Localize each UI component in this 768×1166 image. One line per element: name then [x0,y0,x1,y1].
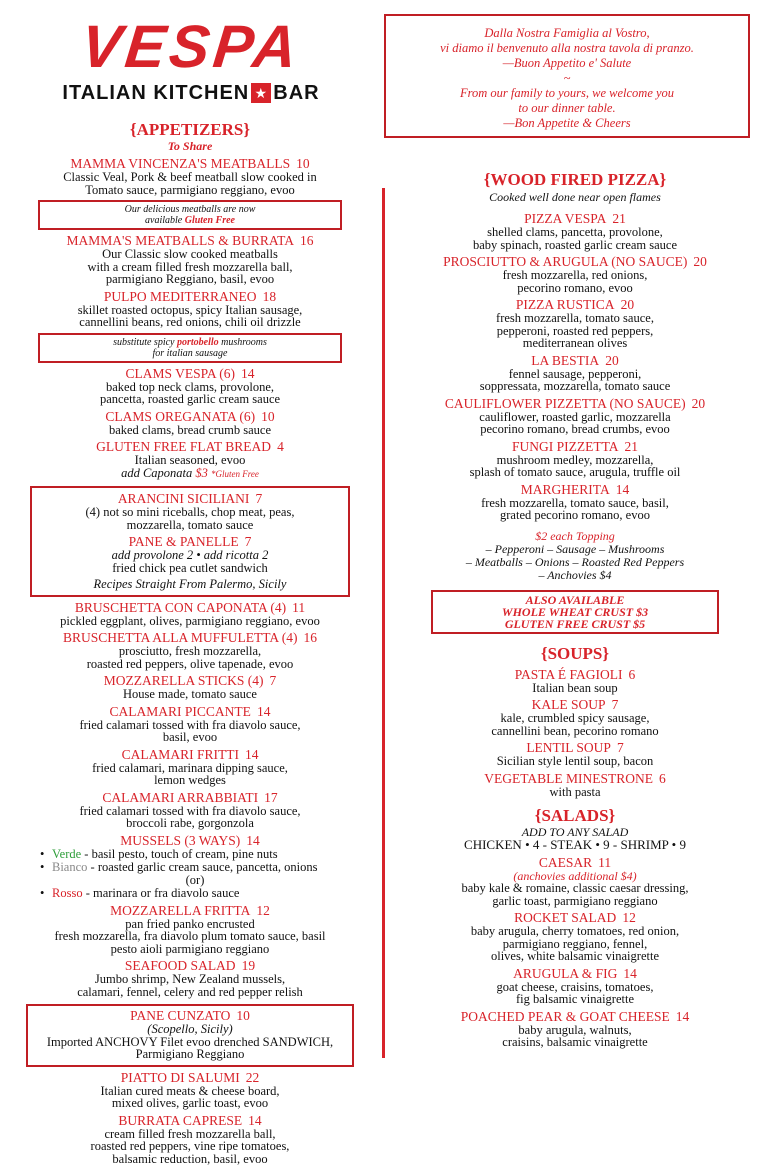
item-name: PIZZA RUSTICA [515,297,615,312]
item-desc: mozzarella, tomato sauce [126,517,254,532]
item-desc: calamari, fennel, celery and red pepper relish [77,984,303,999]
greeting-line: —Buon Appetito e' Salute [502,56,632,70]
item-desc: fig balsamic vinaigrette [515,992,634,1006]
item-desc: craisins, balsamic vinaigrette [502,1035,648,1049]
menu-item [405,741,745,768]
item-name: VEGETABLE MINESTRONE [484,770,654,786]
item-desc: (4) not so mini riceballs, chop meat, peas, [85,505,295,519]
item-desc: pecorino romano, evoo [517,280,633,295]
item-desc: add provolone 2 • add ricotta 2 [111,548,269,562]
item-desc: parmigiano reggiano, fennel, [502,936,648,951]
item-price: 11 [292,599,306,615]
item-price: 20 [620,297,635,312]
item-name: ARUGULA & FIG [513,965,618,981]
item-desc: fresh mozzarella, tomato sauce, [496,311,654,325]
item-desc: fennel sausage, pepperoni, [508,366,642,381]
item-desc: fried calamari, marinara dipping sauce, [92,760,288,775]
item-desc: mixed olives, garlic toast, evoo [111,1096,269,1110]
item-name: CAESAR [538,855,593,870]
item-desc: roasted red peppers, olive tapenade, evoo [86,656,294,671]
portobello-note [38,333,342,363]
item-price: 21 [612,211,626,226]
item-desc: grated pecorino romano, evoo [500,508,650,522]
pane-cunzato-box [26,1004,354,1067]
item-desc: lemon wedges [154,773,226,787]
menu-item [405,440,745,479]
item-price: 7 [611,697,619,712]
item-price: 22 [245,1069,260,1085]
item-desc: Our Classic slow cooked meatballs [102,247,278,261]
addon-label: add Caponata [121,465,193,480]
greeting-line: Dalla Nostra Famiglia al Vostro, [484,26,650,40]
menu-item [30,440,350,480]
item-desc: pesto aioli parmigiano reggiano [110,941,270,956]
item-desc: olives, white balsamic vinaigrette [490,949,659,963]
item-name: BRUSCHETTA ALLA MUFFULETTA (4) [63,630,298,645]
item-name: FUNGI PIZZETTA [511,438,619,454]
item-desc: fresh mozzarella, tomato sauce, basil, [481,495,669,510]
item-price: 14 [246,832,260,848]
item-desc: mushroom medley, mozzarella, [496,452,654,467]
item-desc: baby spinach, roasted garlic cream sauce [472,237,678,252]
item-name: PANE CUNZATO [130,1008,231,1023]
salads-title: {SALADS} [534,806,616,825]
soups-title: {SOUPS} [540,643,610,663]
mussels-options: • Verde - basil pesto, touch of cream, pine nuts • Bianco - roasted garlic cream sauce, pancetta, onions (or) • Rosso - marinara or fra diavolo sauce [40,846,318,900]
item-desc: soppressata, mozzarella, tomato sauce [479,379,671,393]
greeting-line: to our dinner table. [518,101,616,115]
appetizers-title: {APPETIZERS} [129,120,251,139]
item-price: 12 [256,902,270,918]
item-desc: cream filled fresh mozzarella ball, [104,1126,276,1141]
addon-price: $3 [195,465,208,480]
item-price: 6 [659,770,666,786]
menu-item [30,367,350,406]
item-price: 14 [256,703,271,719]
item-name: LA BESTIA [531,352,600,368]
note-line: mushrooms [221,336,267,348]
item-name: PROSCIUTTO & ARUGULA (NO SAUCE) [443,254,688,269]
item-name: CLAMS VESPA (6) [125,365,236,381]
topping-list [405,530,745,582]
item-desc: skillet roasted octopus, spicy Italian sausage, [77,302,303,317]
item-price: 20 [693,254,707,269]
item-desc: fried calamari tossed with fra diavolo sauce, [79,717,301,732]
item-price: 10 [296,156,310,171]
note-line: available [145,215,183,226]
item-desc: pepperoni, roasted red peppers, [496,323,654,338]
item-price: 21 [624,438,639,454]
logo-sub-right: BAR [273,82,320,104]
topping-line: – Anchovies $4 [538,567,612,582]
item-name: PIATTO DI SALUMI [120,1069,240,1085]
item-desc: Classic Veal, Pork & beef meatball slow cooked in [63,170,317,184]
item-price: 7 [244,534,252,549]
logo-wordmark: VESPA [78,13,305,80]
mussels-option-label: Bianco [52,859,88,874]
item-price: 20 [691,395,706,411]
menu-item [32,1009,348,1061]
greeting-line: From our family to yours, we welcome you [459,86,675,100]
gluten-free-note [38,200,342,230]
item-name: SEAFOOD SALAD [124,958,236,973]
menu-item [36,492,344,531]
item-desc: with a cream filled fresh mozzarella ball, [87,259,293,274]
item-name: POACHED PEAR & GOAT CHEESE [460,1008,670,1024]
menu-item [30,791,350,830]
item-name: PANE & PANELLE [128,534,239,549]
greeting-line: —Bon Appetite & Cheers [503,116,631,130]
salads-section [405,806,745,1049]
menu-item [30,157,350,196]
item-name: CLAMS OREGANATA (6) [105,408,256,424]
menu-item [30,959,350,998]
item-name: MAMMA VINCENZA'S MEATBALLS [70,156,291,171]
menu-item [30,410,350,437]
menu-item [405,668,745,695]
mussels-option-text: - basil pesto, touch of cream, pine nuts [81,846,278,861]
item-price: 16 [300,233,314,248]
item-desc: balsamic reduction, basil, evoo [112,1151,268,1166]
item-name: CALAMARI PICCANTE [109,703,251,719]
item-name: ROCKET SALAD [514,910,617,925]
mussels-option-label: Rosso [52,885,83,900]
topping-title: $2 each Topping [535,528,615,543]
logo-sub-left: ITALIAN KITCHEN [62,82,250,104]
menu-item [30,290,350,329]
item-price: 16 [303,630,317,645]
item-desc: pan fried panko encrusted [125,916,255,931]
menu-item [405,255,745,294]
addon-note: *Gluten Free [211,468,259,479]
item-name: PULPO MEDITERRANEO [103,288,257,304]
item-price: 19 [241,958,256,973]
item-name: LENTIL SOUP [526,740,611,755]
note-line: substitute spicy [113,336,175,348]
menu-item [405,483,745,522]
pizza-note: Cooked well done near open flames [489,190,661,204]
item-name: CALAMARI FRITTI [121,746,239,762]
topping-line: – Meatballs – Onions – Roasted Red Peppers [465,554,685,569]
crust-options-box [431,590,719,634]
palermo-box [30,486,350,597]
item-desc: splash of tomato sauce, arugula, truffle oil [469,465,681,479]
item-price: 14 [615,481,630,497]
item-name: MOZZARELLA FRITTA [110,902,251,918]
topping-line: – Pepperoni – Sausage – Mushrooms [485,541,665,556]
item-desc: Italian seasoned, evoo [134,453,246,467]
mussels-or: (or) [185,872,205,887]
item-desc: broccoli rabe, gorgonzola [126,816,254,830]
item-desc: baby arugula, cherry tomatoes, red onion, [470,924,680,938]
gluten-free-label: Gluten Free [184,215,235,226]
item-desc: fresh mozzarella, red onions, [502,268,648,282]
item-price: 10 [236,1008,250,1023]
item-desc: (Scopello, Sicily) [147,1022,233,1036]
item-desc: fried chick pea cutlet sandwich [112,560,268,575]
item-footer: Recipes Straight From Palermo, Sicily [93,577,287,591]
menu-item [30,834,350,900]
item-price: 14 [675,1008,690,1024]
item-price: 17 [264,789,278,805]
menu-item [405,298,745,350]
item-desc: baked top neck clams, provolone, [105,379,274,394]
item-desc: baby kale & romaine, classic caesar dressing, [461,881,689,895]
item-name: MARGHERITA [520,481,610,497]
item-desc: prosciutto, fresh mozzarella, [118,644,262,658]
star-icon: ★ [251,83,271,103]
note-line: portobello [176,336,219,348]
note-line: Our delicious meatballs are now [124,204,256,215]
item-desc: parmigiano Reggiano, basil, evoo [105,272,275,286]
crust-line: ALSO AVAILABLE [525,592,625,607]
item-price: 14 [244,746,259,762]
item-name: ARANCINI SICILIANI [117,491,250,506]
menu-item [405,856,745,907]
mussels-option-label: Verde [52,846,82,861]
menu-item [405,354,745,393]
item-name: BRUSCHETTA CON CAPONATA (4) [74,599,287,615]
item-name: MUSSELS (3 WAYS) [120,832,241,848]
item-name: PASTA É FAGIOLI [514,666,623,682]
menu-item [30,234,350,286]
crust-line: WHOLE WHEAT CRUST $3 [501,604,649,619]
appetizers-subtitle: To Share [167,139,213,153]
restaurant-logo [60,14,322,106]
menu-item [30,1114,350,1166]
item-desc: cauliflower, roasted garlic, mozzarella [479,409,671,424]
item-desc: shelled clams, pancetta, provolone, [487,225,663,239]
menu-item [405,397,745,436]
pizza-section [405,170,745,634]
menu-item [30,748,350,787]
item-desc: Imported ANCHOVY Filet evoo drenched SANDWICH, [46,1034,334,1049]
item-desc: garlic toast, parmigiano reggiano [492,893,658,908]
item-name: MOZZARELLA STICKS (4) [103,673,264,688]
add-to-salad-options: CHICKEN • 4 - STEAK • 9 - SHRIMP • 9 [464,837,686,852]
item-name: CAULIFLOWER PIZZETTA (NO SAUCE) [444,395,686,411]
item-desc: Italian cured meats & cheese board, [100,1083,280,1098]
greeting-line: vi diamo il benvenuto alla nostra tavola di pranzo. [440,41,694,55]
item-price: 14 [241,365,255,381]
item-desc: House made, tomato sauce [123,687,257,701]
item-name: BURRATA CAPRESE [118,1112,243,1128]
item-desc: basil, evoo [162,730,218,744]
column-divider [382,188,385,1058]
menu-item [405,212,745,251]
item-price: 6 [628,666,636,682]
menu-item [30,904,350,956]
menu-item [405,1010,745,1049]
item-price: 14 [248,1112,262,1128]
item-price: 10 [261,408,275,424]
item-price: 18 [262,288,277,304]
menu-item [405,967,745,1006]
item-desc: Italian bean soup [532,680,618,695]
item-note: (anchovies additional $4) [513,869,637,883]
item-price: 7 [269,673,277,688]
menu-item [30,601,350,628]
item-desc: mediterranean olives [522,336,628,350]
item-price: 20 [605,352,619,368]
item-name: MAMMA'S MEATBALLS & BURRATA [66,233,294,248]
item-desc: pecorino romano, bread crumbs, evoo [480,422,670,436]
item-price: 7 [255,491,263,506]
item-desc: pickled eggplant, olives, parmigiano reggiano, evoo [60,613,320,628]
menu-item [30,1071,350,1110]
appetizers-section [30,120,350,1165]
item-desc: fried calamari tossed with fra diavolo sauce, [79,803,301,818]
menu-item [405,911,745,963]
menu-item [405,772,745,799]
note-line: for italian sausage [152,347,228,359]
menu-item [30,705,350,744]
item-desc: Jumbo shrimp, New Zealand mussels, [94,972,286,986]
item-desc: Sicilian style lentil soup, bacon [496,754,654,768]
item-desc: with pasta [549,784,601,799]
item-desc: kale, crumbled spicy sausage, [500,711,650,725]
menu-item [30,674,350,701]
item-desc: Parmigiano Reggiano [135,1047,245,1061]
item-desc: cannellini bean, pecorino romano [491,723,659,738]
item-desc: baby arugula, walnuts, [518,1022,632,1037]
menu-item [405,698,745,737]
item-desc: roasted red peppers, vine ripe tomatoes, [90,1139,290,1153]
menu-item [30,631,350,670]
menu-item [36,535,344,591]
item-desc: pancetta, roasted garlic cream sauce [99,392,281,406]
item-desc: cannellini beans, red onions, chili oil drizzle [79,315,301,329]
item-price: 4 [277,439,284,454]
pizza-title: {WOOD FIRED PIZZA} [483,170,667,189]
right-column [405,170,745,1049]
item-price: 14 [623,965,637,981]
greeting-line: ~ [563,71,571,85]
item-price: 7 [616,740,624,755]
soups-section [405,644,745,799]
mussels-option-text: - roasted garlic cream sauce, pancetta, onions [87,859,318,874]
item-desc: Tomato sauce, parmigiano reggiano, evoo [85,182,295,197]
add-to-salad-title: ADD TO ANY SALAD [521,825,629,839]
item-desc: baked clams, bread crumb sauce [108,422,272,437]
item-name: CALAMARI ARRABBIATI [102,789,259,805]
mussels-option-text: - marinara or fra diavolo sauce [82,885,240,900]
item-price: 12 [622,910,636,925]
item-name: PIZZA VESPA [524,211,607,226]
item-name: KALE SOUP [531,697,606,712]
greeting-box [384,14,750,138]
item-desc: fresh mozzarella, fra diavolo plum tomato sauce, basil [54,929,326,943]
crust-line: GLUTEN FREE CRUST $5 [504,616,646,631]
logo-subtitle [60,80,322,106]
item-price: 11 [598,855,612,870]
item-desc: goat cheese, craisins, tomatoes, [496,979,654,994]
item-name: GLUTEN FREE FLAT BREAD [96,439,272,454]
